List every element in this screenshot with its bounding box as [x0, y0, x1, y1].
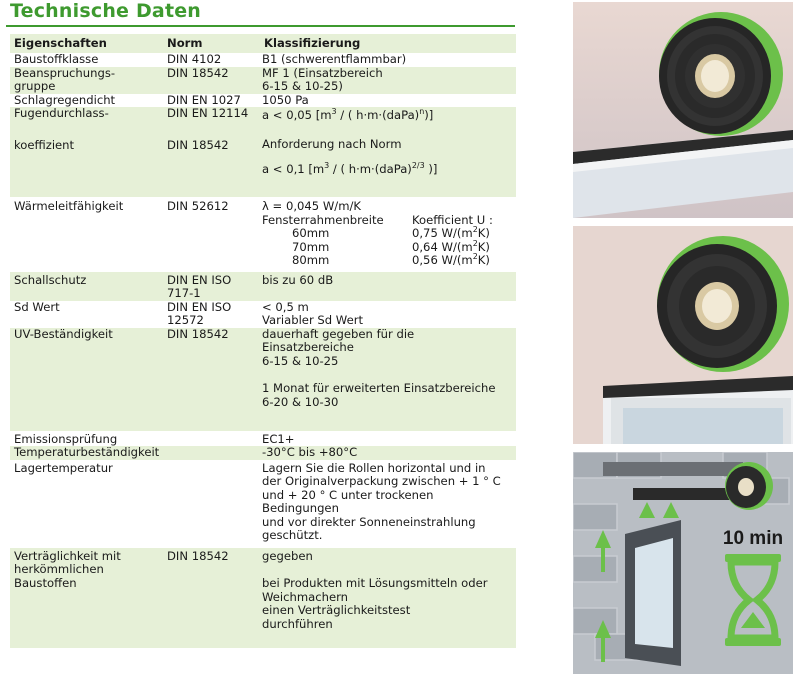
cell-class: MF 1 (Einsatzbereich 6-15 & 10-25): [258, 67, 516, 94]
cell-property: Emissionsprüfung: [14, 431, 118, 446]
cell-class: -30°C bis +80°C: [258, 446, 516, 460]
cell-property: Wärmeleitfähigkeit: [14, 199, 124, 213]
cell-norm: DIN EN 12114 DIN 18542: [163, 107, 258, 197]
table-row: [10, 328, 516, 431]
table-row: [10, 431, 516, 447]
cell-class: λ = 0,045 W/m/K Fensterrahmenbreite Koefficient U : 60mm 0,75 $W/(m^2K)$ 70mm 0,64 $W/(m^2K)$ 80mm 0,56 $W/(m^2K)$: [262, 199, 493, 267]
table-row: [10, 94, 516, 108]
table-row: [10, 446, 516, 460]
tape-roll-photo-1: [573, 2, 793, 218]
cell-property: Baustoffklasse: [14, 52, 99, 66]
cell-norm: DIN 4102: [167, 52, 222, 66]
table-row: [10, 301, 516, 328]
table-row: [10, 460, 516, 548]
cell-class: 1050 Pa: [262, 92, 309, 107]
table-header-row: [10, 34, 516, 53]
cell-property: Temperaturbeständigkeit: [10, 446, 163, 460]
cell-class: gegeben bei Produkten mit Lösungsmitteln oder Weichmachern einen Verträglichkeitstest durchführen: [258, 548, 516, 648]
tech-data-table: [10, 34, 516, 648]
cell-property: Fugendurchlass- koeffizient: [10, 107, 163, 197]
table-row: [10, 548, 516, 648]
cell-class: bis zu 60 dB: [258, 272, 516, 301]
table-row: [10, 197, 516, 272]
cell-norm: DIN EN ISO 12572: [167, 299, 232, 327]
time-badge: 10 min: [722, 528, 784, 549]
cell-norm: DIN EN ISO 717-1: [163, 272, 258, 301]
cell-property: Schlagregendicht: [14, 92, 116, 107]
tape-roll-photo-2: [573, 226, 793, 444]
cell-property: Sd Wert: [14, 299, 60, 314]
cell-norm: [163, 431, 258, 447]
cell-norm: [163, 460, 258, 548]
installation-photo: [573, 452, 793, 674]
cell-class: EC1+: [262, 431, 295, 446]
table-row: [10, 107, 516, 197]
cell-class: a < 0,05 [$m^3$ / ( h·m·(daPa)$^n$)] Anforderung nach Norm a < 0,1 [$m^3$ / ( h·m·(daPa)$^{2/3}$ )]: [258, 107, 516, 197]
cell-norm: DIN 18542: [163, 548, 258, 648]
header-norm: Norm: [163, 34, 258, 53]
cell-class: < 0,5 m Variabler Sd Wert: [262, 299, 364, 327]
table-row: [10, 67, 516, 94]
cell-norm: DIN 18542: [163, 328, 258, 431]
cell-property: Schallschutz: [10, 272, 163, 301]
header-property: Eigenschaften: [10, 34, 163, 53]
cell-property: Lagertemperatur: [14, 460, 113, 475]
header-classification: Klassifizierung: [258, 34, 516, 53]
cell-property: Verträglichkeit mit herkömmlichen Baustoffen: [10, 548, 163, 648]
page-title: Technische Daten: [10, 0, 202, 22]
cell-norm: DIN 52612: [167, 199, 229, 213]
table-row: [10, 272, 516, 301]
cell-property: UV-Beständigkeit: [10, 328, 163, 431]
title-underline: [6, 25, 515, 27]
cell-class: B1 (schwerentflammbar): [262, 52, 407, 66]
cell-class: Lagern Sie die Rollen horizontal und in der Originalverpackung zwischen + 1 ° C und + 20 ° C unter trockenen Bedingungen und vor direkter Sonneneinstrahlung geschützt.: [262, 460, 501, 542]
table-row: [10, 53, 516, 67]
cell-property: Beanspruchungs- gruppe: [10, 67, 163, 94]
cell-norm: DIN EN 1027: [167, 92, 241, 107]
cell-norm: [163, 446, 258, 460]
cell-norm: DIN 18542: [163, 67, 258, 94]
cell-class: dauerhaft gegeben für die Einsatzbereiche 6-15 & 10-25 1 Monat für erweiterten Einsatzbereiche 6-20 & 10-30: [258, 328, 516, 431]
